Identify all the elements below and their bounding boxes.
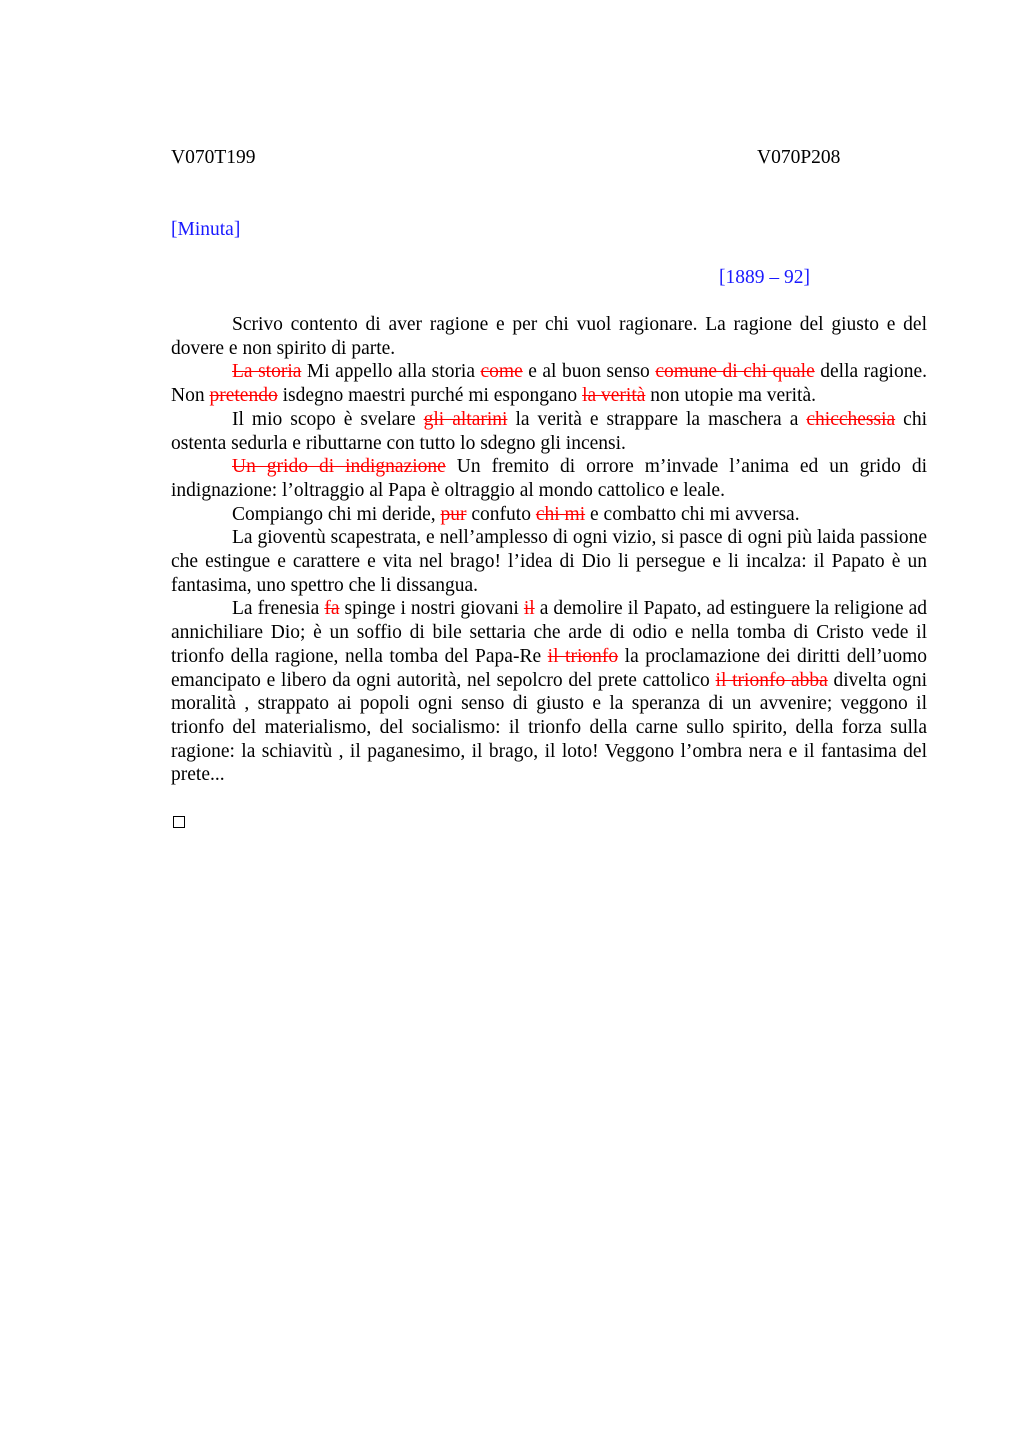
body-paragraph: [171, 526, 927, 597]
paragraph-text: e al buon senso: [522, 361, 656, 383]
end-marker-box: [173, 816, 185, 828]
deleted-text: Un grido di indignazione: [232, 456, 446, 478]
document-body: [171, 313, 927, 787]
deleted-text: La storia: [232, 361, 302, 383]
paragraph-text: la verità e strappare la maschera a: [507, 408, 807, 430]
deleted-text: il: [523, 598, 535, 620]
paragraph-text: la proclamazione dei diritti dell’uomo emancipato e libero da ogni autorità, nel sepolcro del prete cattolico: [171, 645, 927, 691]
paragraph-text: Compiango chi mi deride,: [232, 503, 441, 525]
body-paragraph: [171, 503, 927, 527]
paragraph-text: Mi appello alla storia: [301, 361, 481, 383]
paragraph-text: Il mio scopo è svelare: [232, 408, 424, 430]
deleted-text: il trionfo: [547, 645, 619, 667]
paragraph-text: confuto: [466, 503, 536, 525]
paragraph-text: a demolire il Papato, ad estinguere la religione ad annichiliare Dio; è un soffio di bile settaria che arde di odio e nella tomba di Cristo vede il trionfo della ragione, nella tomba del Papa-Re: [171, 598, 927, 667]
body-paragraph: [171, 408, 927, 455]
paragraph-text: e combatto chi mi avversa.: [585, 503, 800, 525]
paragraph-text: chi ostenta sedurla e ributtarne con tutto lo sdegno gli incensi.: [171, 408, 927, 454]
paragraph-text: non utopie ma verità.: [645, 385, 816, 407]
deleted-text: pur: [440, 503, 467, 525]
body-paragraph: [171, 455, 927, 502]
body-paragraph: [171, 360, 927, 407]
deleted-text: la verità: [582, 385, 646, 407]
deleted-text: il trionfo abba: [715, 669, 828, 691]
document-date: [1889 – 92]: [719, 267, 810, 288]
deleted-text: pretendo: [209, 385, 278, 407]
deleted-text: chi mi: [535, 503, 586, 525]
paragraph-text: divelta ogni moralità , strappato ai popoli ogni senso di giusto e la speranza di un avvenire; veggono il trionfo del materialismo, del socialismo: il trionfo della carne sullo spirito, della forza sulla ragione: la schiavitù , il paganesimo, il brago, il loto! Veggono l’ombra nera e il fantasima del prete...: [171, 669, 927, 786]
deleted-text: fa: [324, 598, 340, 620]
deleted-text: come: [480, 361, 523, 383]
deleted-text: gli altarini: [423, 408, 508, 430]
body-paragraph: [171, 597, 927, 787]
deleted-text: comune di chi quale: [655, 361, 815, 383]
paragraph-text: della ragione. Non: [171, 361, 928, 407]
document-type-label: [Minuta]: [171, 219, 241, 240]
paragraph-text: spinge i nostri giovani: [339, 598, 524, 620]
paragraph-text: La frenesia: [232, 598, 325, 620]
paragraph-text: La gioventù scapestrata, e nell’amplesso di ogni vizio, si pasce di ogni più laida passione che estingue e carattere e vita nel brago! l’idea di Dio li persegue e li incalza: il Papato è un fantasima, uno spettro che li dissangua.: [171, 527, 927, 596]
deleted-text: chicchessia: [806, 408, 896, 430]
paragraph-text: isdegno maestri purché mi espongano: [277, 385, 583, 407]
paragraph-text: Un fremito di orrore m’invade l’anima ed un grido di indignazione: l’oltraggio al Papa è oltraggio al mondo cattolico e leale.: [171, 456, 927, 501]
document-code-left: V070T199: [171, 147, 256, 168]
paragraph-text: Scrivo contento di aver ragione e per chi vuol ragionare. La ragione del giusto e del dovere e non spirito di parte.: [171, 314, 927, 359]
document-code-right: V070P208: [757, 147, 841, 168]
body-paragraph: [171, 313, 927, 360]
